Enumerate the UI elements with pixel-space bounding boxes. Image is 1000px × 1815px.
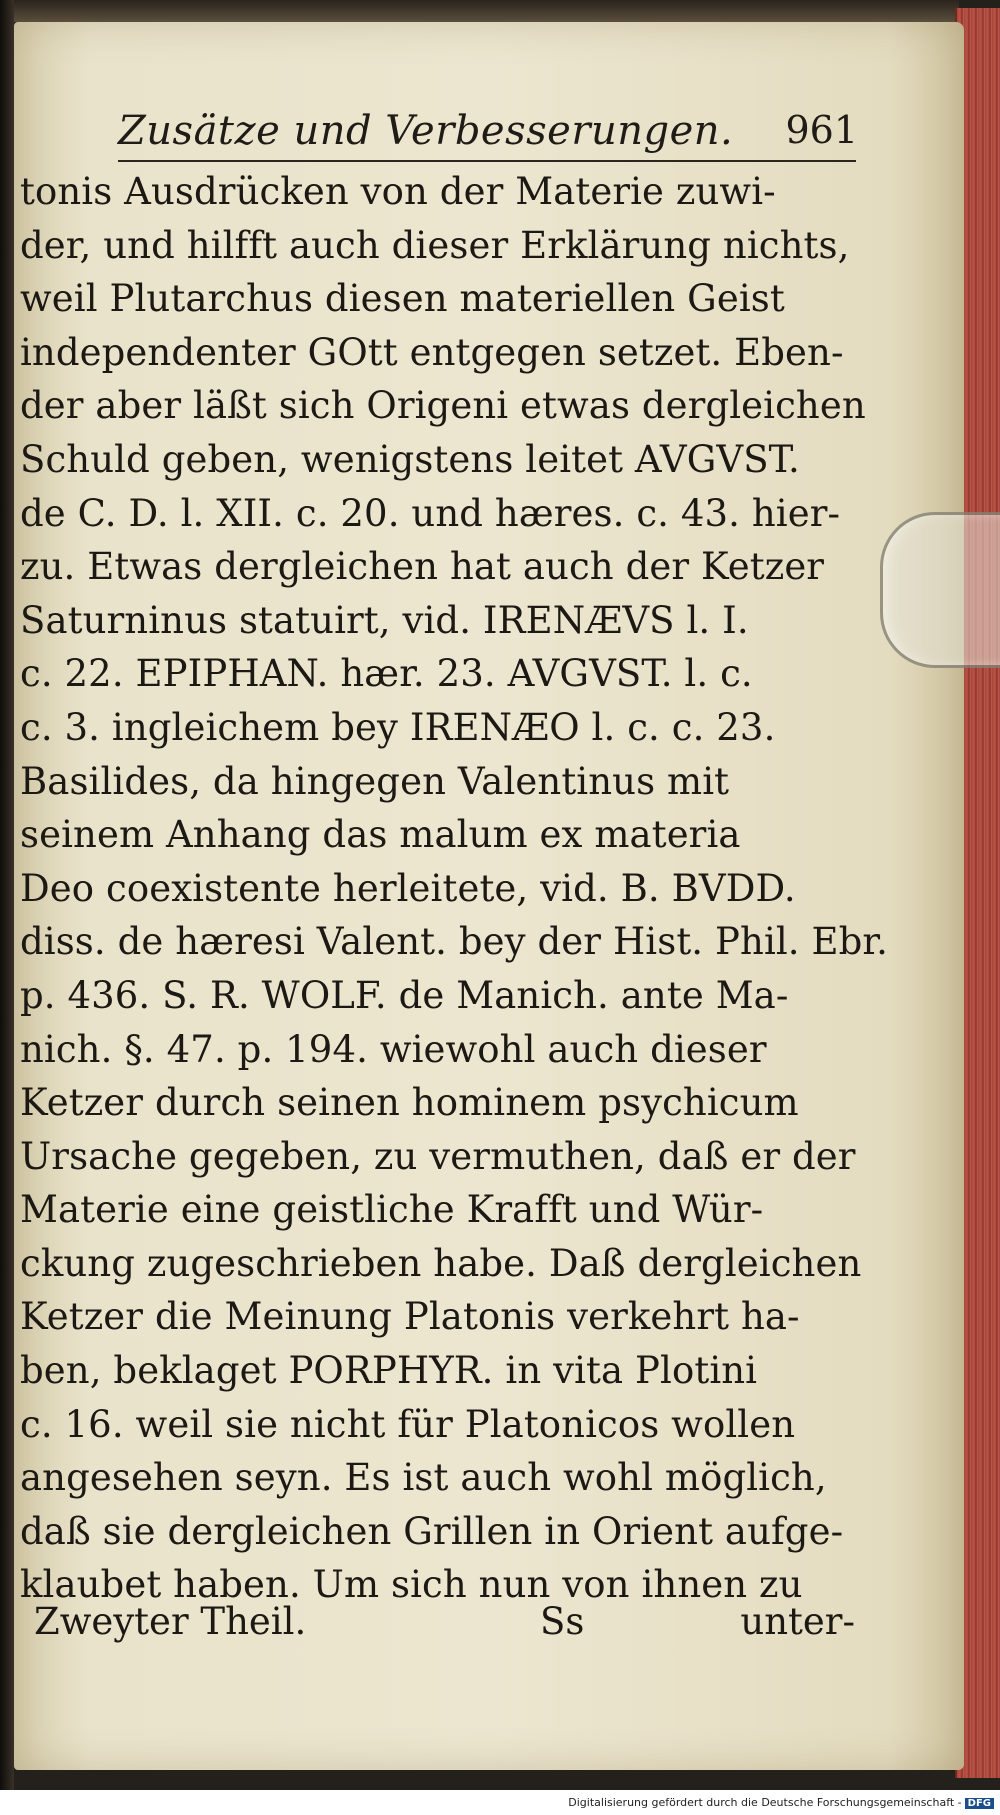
page-number: 961 (785, 108, 858, 152)
text-line: Materie eine geistliche Krafft und Wür- (20, 1188, 764, 1232)
text-line: Deo coexistente herleitete, vid. B. BVDD. (20, 866, 796, 910)
text-line: daß sie dergleichen Grillen in Orient aufge- (20, 1509, 844, 1553)
page-top-edge (14, 0, 959, 22)
text-line: Ketzer die Meinung Platonis verkehrt ha- (20, 1295, 800, 1339)
text-line: weil Plutarchus diesen materiellen Geist (20, 277, 785, 321)
text-line: tonis Ausdrücken von der Materie zuwi- (20, 170, 776, 213)
text-line: Saturninus statuirt, vid. IRENÆVS l. I. (20, 598, 749, 642)
text-line: nich. §. 47. p. 194. wiewohl auch dieser (20, 1027, 767, 1071)
header-rule (118, 160, 856, 162)
page-footer (20, 1600, 855, 1650)
text-line: independenter GOtt entgegen setzet. Eben- (20, 330, 844, 374)
dfg-logo: DFG (965, 1798, 994, 1809)
digitization-credit (568, 1796, 994, 1809)
body-text (20, 165, 889, 1612)
volume-signature: Zweyter Theil. (34, 1600, 307, 1643)
text-line: zu. Etwas dergleichen hat auch der Ketzer (20, 545, 825, 589)
text-line: c. 16. weil sie nicht für Platonicos wollen (20, 1402, 796, 1446)
text-line: Ursache gegeben, zu vermuthen, daß er der (20, 1134, 856, 1178)
text-line: ckung zugeschrieben habe. Daß dergleichen (20, 1241, 862, 1285)
text-line: ben, beklaget PORPHYR. in vita Plotini (20, 1349, 758, 1393)
text-line: der, und hilfft auch dieser Erklärung nichts, (20, 223, 850, 267)
text-line: Ketzer durch seinen hominem psychicum (20, 1081, 799, 1125)
running-title: Zusätze und Verbesserungen. (118, 108, 734, 154)
catchword: unter- (740, 1600, 855, 1643)
text-line: p. 436. S. R. WOLF. de Manich. ante Ma- (20, 973, 789, 1017)
text-line: seinem Anhang das malum ex materia (20, 813, 741, 857)
text-line: Basilides, da hingegen Valentinus mit (20, 759, 730, 803)
text-line: angesehen seyn. Es ist auch wohl möglich, (20, 1456, 827, 1500)
text-line: der aber läßt sich Origeni etwas dergleichen (20, 384, 866, 428)
credit-text: Digitalisierung gefördert durch die Deutsche Forschungsgemeinschaft - (568, 1796, 962, 1809)
signature-mark: Ss (540, 1600, 585, 1643)
text-line: klaubet haben. Um sich nun von ihnen zu (20, 1563, 803, 1607)
text-line: Schuld geben, wenigstens leitet AVGVST. (20, 437, 800, 481)
text-line: c. 3. ingleichem bey IRENÆO l. c. c. 23. (20, 705, 776, 749)
text-line: c. 22. EPIPHAN. hær. 23. AVGVST. l. c. (20, 652, 753, 696)
page-clip-marker (880, 512, 1000, 668)
page-header (118, 108, 858, 158)
text-line: diss. de hæresi Valent. bey der Hist. Phil. Ebr. (20, 920, 889, 964)
book-gutter-shadow (0, 0, 14, 1815)
text-line: de C. D. l. XII. c. 20. und hæres. c. 43. hier- (20, 491, 841, 535)
